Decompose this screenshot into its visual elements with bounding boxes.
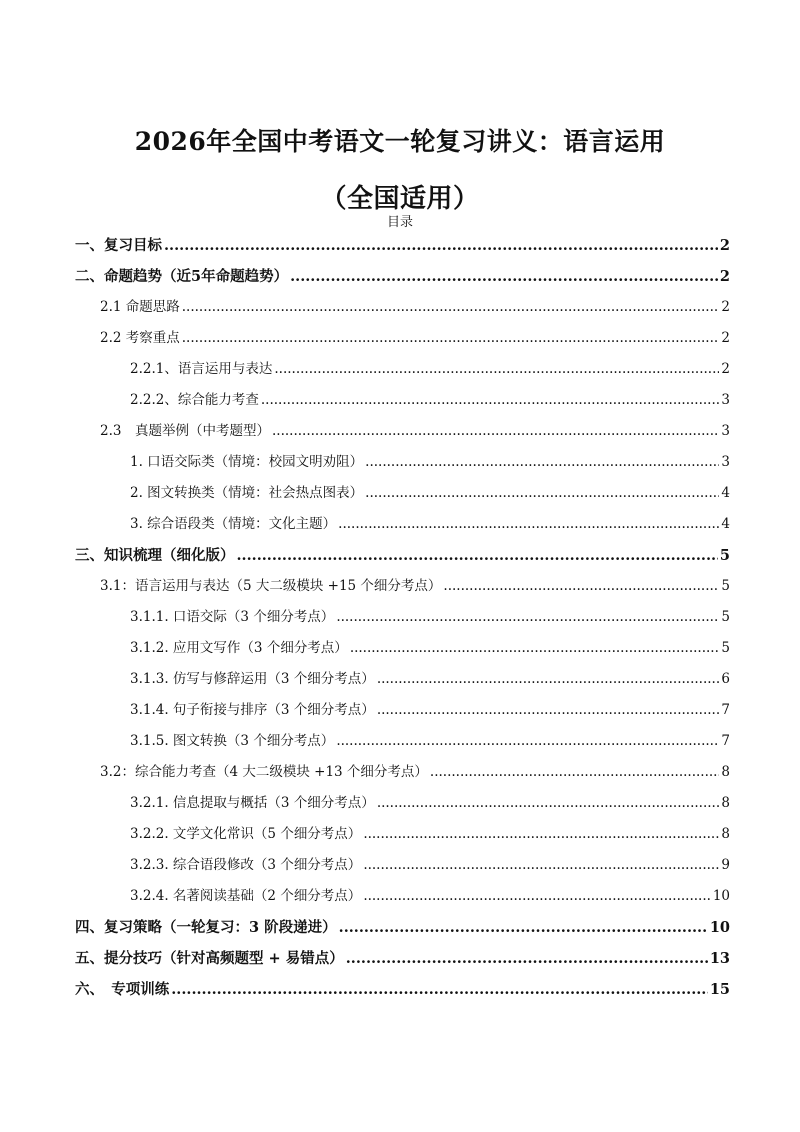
toc-entry-title: 2.2.1、语言运用与表达 — [130, 361, 273, 377]
toc-leader-dots — [237, 540, 718, 571]
toc-leader-dots — [350, 633, 720, 664]
toc-entry-title: 3.2.3. 综合语段修改（3 个细分考点） — [130, 857, 362, 873]
toc-entry[interactable] — [75, 912, 730, 943]
toc-entry-page: 4 — [721, 516, 730, 532]
toc-entry-page: 15 — [709, 981, 730, 998]
toc-leader-dots — [365, 478, 719, 509]
toc-entry-page: 5 — [721, 609, 730, 625]
toc-entry[interactable] — [75, 943, 730, 974]
toc-entry[interactable] — [130, 478, 730, 509]
toc-entry[interactable] — [100, 416, 730, 447]
toc-entry[interactable] — [130, 881, 730, 912]
toc-entry[interactable] — [130, 354, 730, 385]
toc-entry-page: 5 — [721, 578, 730, 594]
toc-entry-page: 8 — [721, 795, 730, 811]
toc-leader-dots — [290, 261, 718, 292]
toc-entry-page: 10 — [709, 919, 730, 936]
toc-entry-title: 3.1.4. 句子衔接与排序（3 个细分考点） — [130, 702, 375, 718]
toc-entry-title: 三、知识梳理（细化版） — [75, 547, 235, 564]
toc-leader-dots — [377, 695, 720, 726]
toc-entry-page: 2 — [721, 361, 730, 377]
toc-leader-dots — [336, 602, 719, 633]
toc-entry-title: 2. 图文转换类（情境：社会热点图表） — [130, 485, 364, 501]
toc-leader-dots — [377, 664, 720, 695]
toc-entry[interactable] — [130, 602, 730, 633]
toc-entry-title: 一、复习目标 — [75, 237, 162, 254]
toc-entry-page: 7 — [721, 733, 730, 749]
toc-leader-dots — [272, 416, 719, 447]
toc-entry-title: 2.2 考察重点 — [100, 330, 180, 346]
toc-entry[interactable] — [100, 323, 730, 354]
toc-entry-title: 3.2.2. 文学文化常识（5 个细分考点） — [130, 826, 362, 842]
toc-entry[interactable] — [130, 695, 730, 726]
toc-entry[interactable] — [130, 788, 730, 819]
toc-entry-page: 9 — [721, 857, 730, 873]
toc-entry-page: 4 — [721, 485, 730, 501]
toc-entry[interactable] — [130, 819, 730, 850]
toc-entry[interactable] — [75, 230, 730, 261]
toc-entry-title: 3. 综合语段类（情境：文化主题） — [130, 516, 337, 532]
toc-leader-dots — [182, 323, 720, 354]
toc-entry-title: 六、 专项训练 — [75, 981, 170, 998]
toc-leader-dots — [363, 850, 719, 881]
toc-leader-dots — [339, 912, 708, 943]
toc-entry-title: 3.2.4. 名著阅读基础（2 个细分考点） — [130, 888, 362, 904]
toc-entry-title: 1. 口语交际类（情境：校园文明劝阻） — [130, 454, 364, 470]
toc-leader-dots — [171, 974, 708, 1005]
toc-entry-title: 3.1.1. 口语交际（3 个细分考点） — [130, 609, 335, 625]
toc-leader-dots — [377, 788, 720, 819]
document-title: 2026年全国中考语文一轮复习讲义：语言运用 — [134, 127, 666, 156]
toc-entry-title: 二、命题趋势（近5年命题趋势） — [75, 268, 289, 285]
toc-entry-page: 6 — [721, 671, 730, 687]
toc-entry-title: 五、提分技巧（针对高频题型 + 易错点） — [75, 950, 344, 967]
toc-leader-dots — [164, 230, 718, 261]
toc-leader-dots — [274, 354, 719, 385]
toc-entry-page: 5 — [721, 640, 730, 656]
toc-entry[interactable] — [130, 664, 730, 695]
toc-entry-title: 3.1.3. 仿写与修辞运用（3 个细分考点） — [130, 671, 375, 687]
toc-entry-page: 2 — [721, 330, 730, 346]
toc-entry[interactable] — [75, 261, 730, 292]
toc-entry[interactable] — [130, 726, 730, 757]
toc-entry-title: 3.1：语言运用与表达（5 大二级模块 +15 个细分考点） — [100, 578, 442, 594]
toc-leader-dots — [261, 385, 720, 416]
toc-entry-page: 2 — [721, 299, 730, 315]
toc-entry[interactable] — [75, 540, 730, 571]
toc-entry[interactable] — [130, 633, 730, 664]
toc-leader-dots — [365, 447, 719, 478]
toc-entry[interactable] — [75, 974, 730, 1005]
toc-entry-page: 7 — [721, 702, 730, 718]
toc-leader-dots — [338, 509, 719, 540]
toc-entry-page: 13 — [709, 950, 730, 967]
toc-leader-dots — [430, 757, 719, 788]
toc-entry[interactable] — [130, 385, 730, 416]
toc-entry[interactable] — [130, 447, 730, 478]
toc-entry-page: 2 — [719, 268, 730, 285]
toc-entry-page: 10 — [712, 888, 730, 904]
toc-entry[interactable] — [100, 571, 730, 602]
toc-leader-dots — [363, 819, 719, 850]
toc-entry-title: 3.2：综合能力考查（4 大二级模块 +13 个细分考点） — [100, 764, 428, 780]
toc-entry[interactable] — [100, 757, 730, 788]
toc-heading: 目录 — [386, 215, 413, 230]
toc-entry-title: 2.1 命题思路 — [100, 299, 180, 315]
toc-entry-page: 8 — [721, 826, 730, 842]
toc-entry-page: 3 — [721, 392, 730, 408]
toc-entry[interactable] — [130, 509, 730, 540]
toc-entry-page: 3 — [721, 454, 730, 470]
toc-leader-dots — [363, 881, 711, 912]
toc-entry-title: 2.2.2、综合能力考查 — [130, 392, 259, 408]
toc-entry-page: 5 — [719, 547, 730, 564]
toc-entry-page: 8 — [721, 764, 730, 780]
toc-entry[interactable] — [100, 292, 730, 323]
toc-leader-dots — [346, 943, 708, 974]
toc-leader-dots — [443, 571, 719, 602]
toc-entry-page: 2 — [719, 237, 730, 254]
toc-entry-title: 2.3 真题举例（中考题型） — [100, 423, 270, 439]
toc-entry-page: 3 — [721, 423, 730, 439]
toc-leader-dots — [182, 292, 720, 323]
toc-entry[interactable] — [130, 850, 730, 881]
toc-entry-title: 3.1.2. 应用文写作（3 个细分考点） — [130, 640, 348, 656]
toc-leader-dots — [336, 726, 719, 757]
toc-entry-title: 3.1.5. 图文转换（3 个细分考点） — [130, 733, 335, 749]
document-subtitle: （全国适用） — [320, 184, 480, 214]
toc-entry-title: 3.2.1. 信息提取与概括（3 个细分考点） — [130, 795, 375, 811]
toc-entry-title: 四、复习策略（一轮复习：3 阶段递进） — [75, 919, 337, 936]
